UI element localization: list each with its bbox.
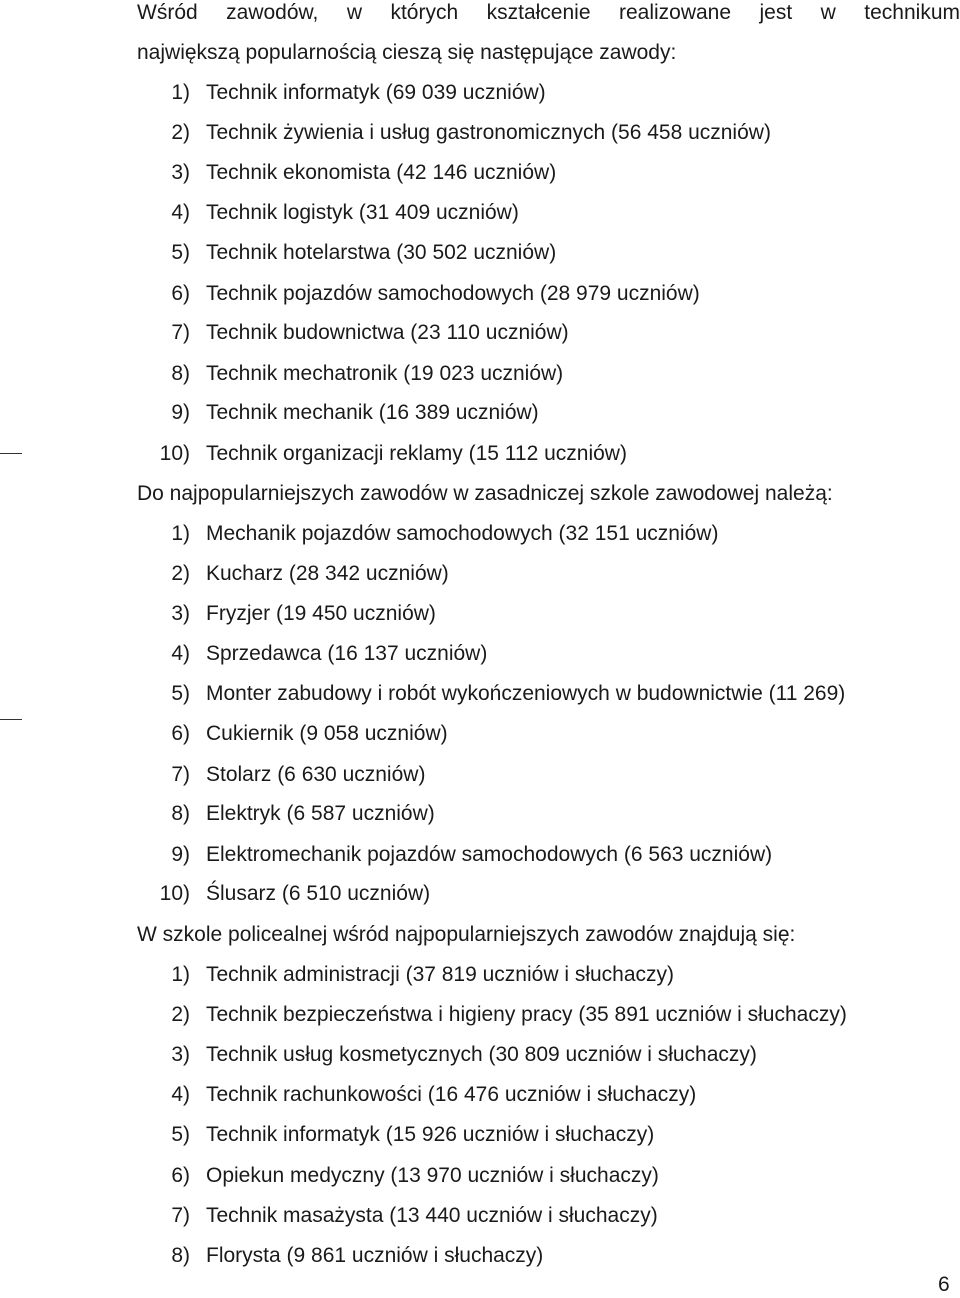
- list-item-text: Fryzjer (19 450 uczniów): [206, 602, 436, 625]
- list-item-number: 3): [171, 602, 190, 625]
- list-item-text: Technik masażysta (13 440 uczniów i słuchaczy): [206, 1204, 658, 1227]
- list-item-number: 5): [171, 241, 190, 264]
- list-item-text: Technik pojazdów samochodowych (28 979 uczniów): [206, 282, 700, 305]
- list-item-text: Technik informatyk (69 039 uczniów): [206, 81, 546, 104]
- list-item-text: Technik logistyk (31 409 uczniów): [206, 201, 519, 224]
- list-item-text: Mechanik pojazdów samochodowych (32 151 uczniów): [206, 522, 719, 545]
- list-item-number: 1): [171, 522, 190, 545]
- intro-line-1: Wśród zawodów, w których kształcenie realizowane jest w technikum: [137, 1, 960, 24]
- list-item-number: 7): [171, 321, 190, 344]
- list-item-text: Monter zabudowy i robót wykończeniowych w budownictwie (11 269): [206, 682, 846, 705]
- list-item-text: Technik żywienia i usług gastronomicznych (56 458 uczniów): [206, 121, 771, 144]
- list-item-number: 3): [171, 161, 190, 184]
- list-item-number: 4): [171, 642, 190, 665]
- list-item-number: 9): [171, 401, 190, 424]
- section-heading-policealna: W szkole policealnej wśród najpopularniejszych zawodów znajdują się:: [137, 923, 796, 946]
- list-item-text: Elektromechanik pojazdów samochodowych (6 563 uczniów): [206, 843, 773, 866]
- list-item-text: Technik budownictwa (23 110 uczniów): [206, 321, 569, 344]
- list-item-text: Technik usług kosmetycznych (30 809 uczniów i słuchaczy): [206, 1043, 757, 1066]
- page-number: 6: [938, 1273, 950, 1296]
- list-item-number: 2): [171, 562, 190, 585]
- list-item-text: Technik bezpieczeństwa i higieny pracy (35 891 uczniów i słuchaczy): [206, 1003, 847, 1026]
- list-item-text: Technik rachunkowości (16 476 uczniów i słuchaczy): [206, 1083, 697, 1106]
- list-item-number: 3): [171, 1043, 190, 1066]
- list-item-text: Technik organizacji reklamy (15 112 uczniów): [206, 442, 627, 465]
- list-item-number: 9): [171, 843, 190, 866]
- list-item-number: 10): [159, 442, 190, 465]
- list-item-number: 6): [171, 722, 190, 745]
- list-item-number: 7): [171, 1204, 190, 1227]
- section-heading-zawodowa: Do najpopularniejszych zawodów w zasadniczej szkole zawodowej należą:: [137, 482, 833, 505]
- list-item-text: Florysta (9 861 uczniów i słuchaczy): [206, 1244, 544, 1267]
- margin-mark: [0, 453, 22, 454]
- list-item-number: 8): [171, 802, 190, 825]
- margin-mark: [0, 719, 22, 720]
- list-item-number: 1): [171, 81, 190, 104]
- list-item-number: 10): [159, 882, 190, 905]
- list-item-number: 8): [171, 362, 190, 385]
- list-item-number: 6): [171, 1164, 190, 1187]
- list-item-text: Technik mechatronik (19 023 uczniów): [206, 362, 564, 385]
- list-item-number: 2): [171, 121, 190, 144]
- list-item-number: 2): [171, 1003, 190, 1026]
- list-item-text: Stolarz (6 630 uczniów): [206, 763, 426, 786]
- intro-line-2: największą popularnością cieszą się następujące zawody:: [137, 41, 677, 64]
- list-item-text: Sprzedawca (16 137 uczniów): [206, 642, 488, 665]
- list-item-number: 8): [171, 1244, 190, 1267]
- list-item-number: 5): [171, 682, 190, 705]
- list-item-text: Opiekun medyczny (13 970 uczniów i słuchaczy): [206, 1164, 659, 1187]
- list-item-text: Technik mechanik (16 389 uczniów): [206, 401, 539, 424]
- list-item-number: 6): [171, 282, 190, 305]
- list-item-number: 4): [171, 201, 190, 224]
- list-item-text: Ślusarz (6 510 uczniów): [206, 882, 431, 905]
- list-item-text: Elektryk (6 587 uczniów): [206, 802, 435, 825]
- list-item-text: Technik ekonomista (42 146 uczniów): [206, 161, 557, 184]
- list-item-text: Kucharz (28 342 uczniów): [206, 562, 449, 585]
- list-item-text: Cukiernik (9 058 uczniów): [206, 722, 448, 745]
- list-item-text: Technik informatyk (15 926 uczniów i słuchaczy): [206, 1123, 655, 1146]
- list-item-number: 5): [171, 1123, 190, 1146]
- list-item-text: Technik administracji (37 819 uczniów i słuchaczy): [206, 963, 675, 986]
- list-item-text: Technik hotelarstwa (30 502 uczniów): [206, 241, 557, 264]
- list-item-number: 1): [171, 963, 190, 986]
- list-item-number: 7): [171, 763, 190, 786]
- list-item-number: 4): [171, 1083, 190, 1106]
